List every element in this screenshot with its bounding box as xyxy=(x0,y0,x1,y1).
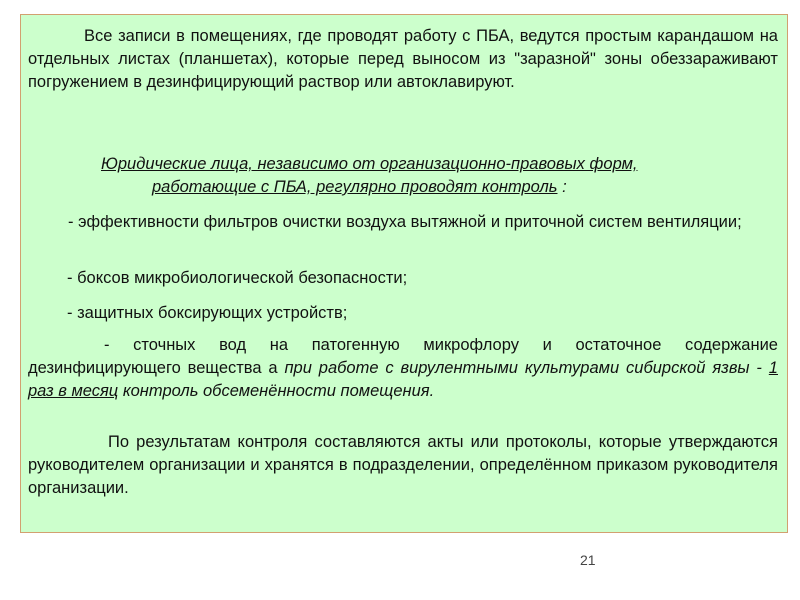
contamination-control: контроль обсеменённости помещения. xyxy=(118,382,435,400)
control-heading-colon: : xyxy=(557,178,567,196)
control-heading-line2-wrap xyxy=(152,176,567,199)
wastewater-text: - сточных вод на патогенную микрофлору и остаточное содержание дезинфицирующего вещества а xyxy=(28,336,778,377)
list-item-boxes: - боксов микробиологической безопасности; xyxy=(67,269,408,287)
paragraph-results: По результатам контроля составляются акты или протоколы, которые утверждаются руководителем организации и хранятся в подразделении, определённом приказом руководителя организации. xyxy=(28,433,778,497)
list-item-protective-devices: - защитных боксирующих устройств; xyxy=(67,304,348,322)
paragraph-records: Все записи в помещениях, где проводят работу с ПБА, ведутся простым карандашом на отдельных листах (планшетах), которые перед выносом из "заразной" зоны обеззараживают погружением в дезинфицирующий раствор или автоклавируют. xyxy=(28,27,778,91)
control-heading-line1: Юридические лица, независимо от организационно-правовых форм, xyxy=(101,155,638,173)
control-heading-line2: работающие с ПБА, регулярно проводят контроль xyxy=(152,178,558,196)
list-item-wastewater xyxy=(28,334,778,403)
frequency-monthly: 1 раз в месяц xyxy=(28,359,778,400)
page-number: 21 xyxy=(580,552,596,568)
anthrax-note: при работе с вирулентными культурами сибирской язвы - xyxy=(284,359,769,377)
list-item-filters: - эффективности фильтров очистки воздуха вытяжной и приточной систем вентиляции; xyxy=(68,213,742,231)
